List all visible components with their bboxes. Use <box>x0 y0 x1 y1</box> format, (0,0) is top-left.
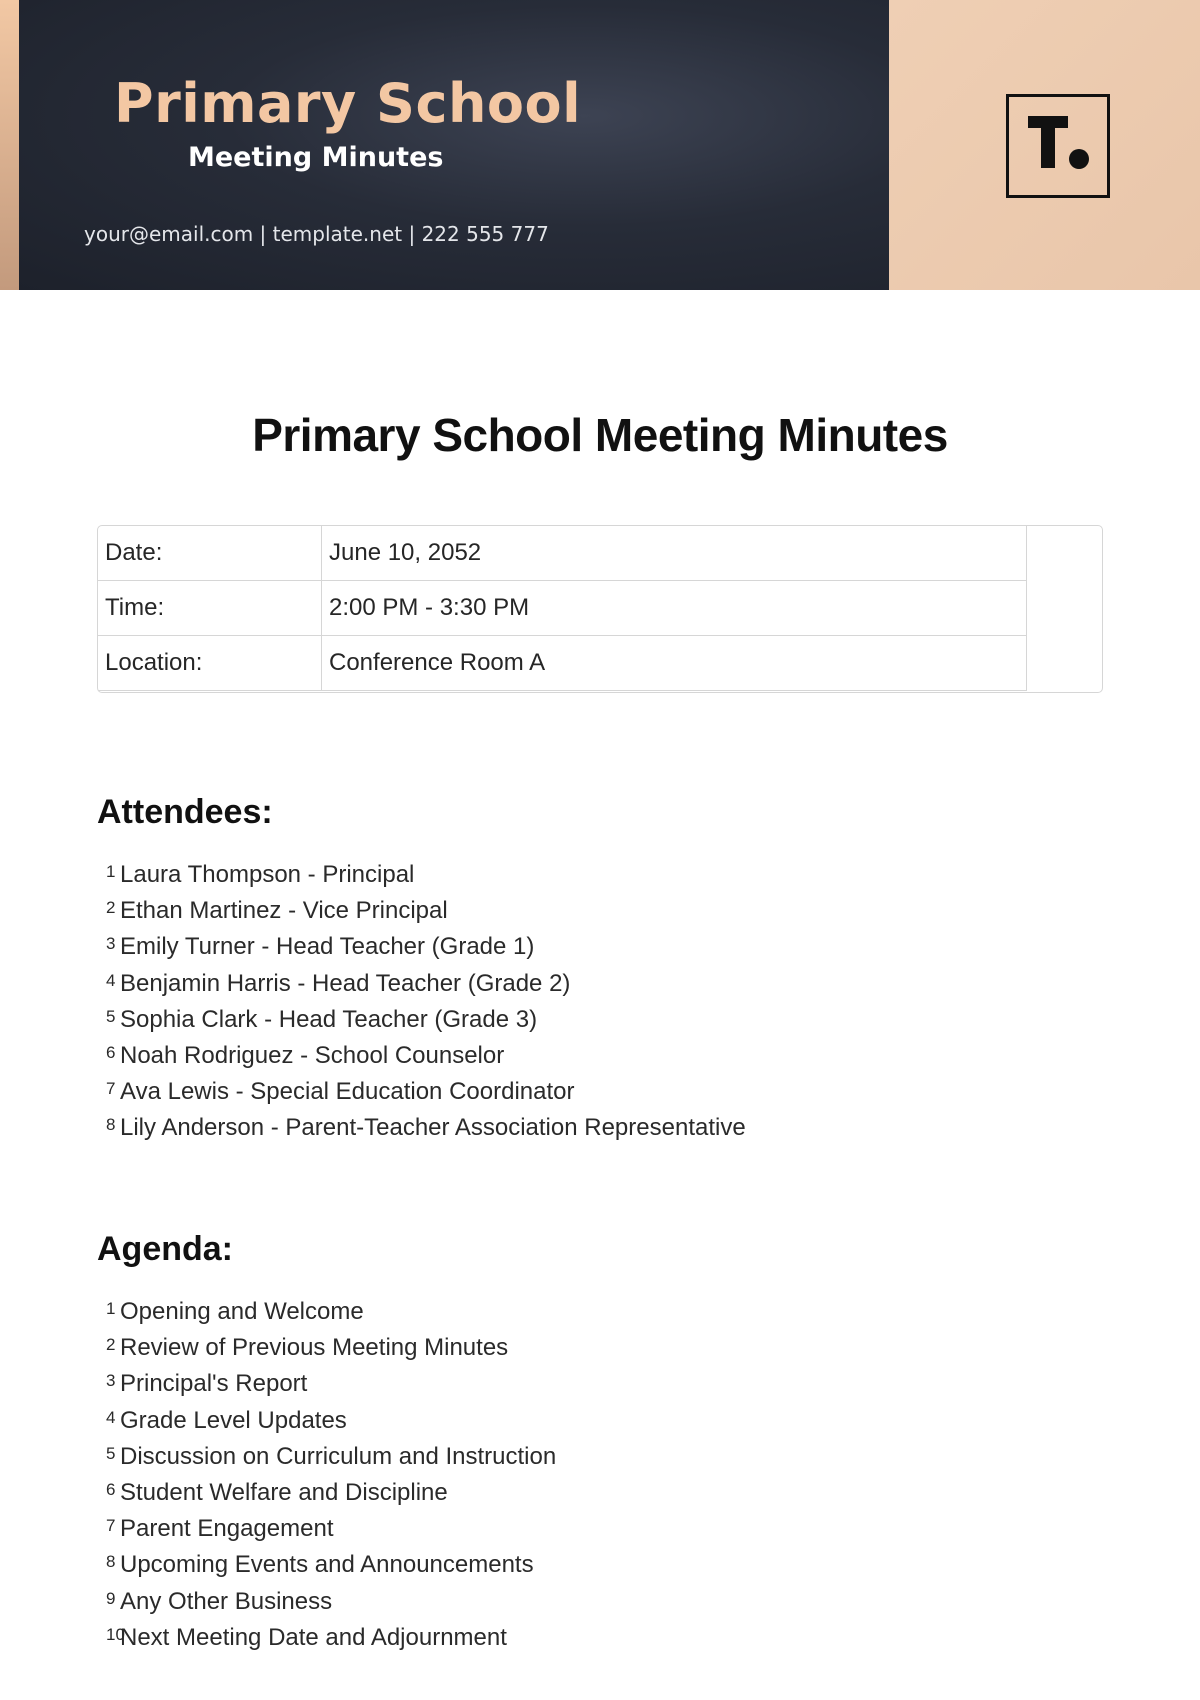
location-label: Location: <box>98 636 322 691</box>
list-item <box>106 1002 746 1038</box>
list-item-text: Opening and Welcome <box>120 1298 364 1325</box>
list-item-text: Principal's Report <box>120 1370 308 1398</box>
list-item <box>106 857 746 893</box>
logo-dot <box>1069 149 1089 169</box>
list-item <box>106 893 746 929</box>
list-item-text: Next Meeting Date and Adjournment <box>120 1623 507 1651</box>
list-item <box>106 1294 556 1330</box>
page-title: Primary School Meeting Minutes <box>252 409 948 461</box>
list-number: 3 <box>106 934 116 954</box>
list-item <box>106 1547 556 1583</box>
template-logo-icon <box>1006 94 1110 198</box>
list-item-text: Emily Turner - Head Teacher (Grade 1) <box>120 933 535 961</box>
list-item-text: Ethan Martinez - Vice Principal <box>120 897 448 925</box>
list-item-text: Laura Thompson - Principal <box>120 861 415 888</box>
list-item <box>106 929 746 965</box>
time-value: 2:00 PM - 3:30 PM <box>322 581 1027 636</box>
list-item-text: Discussion on Curriculum and Instruction <box>120 1442 557 1470</box>
list-item <box>106 1110 746 1146</box>
header-subtitle: Meeting Minutes <box>188 142 444 173</box>
list-number: 9 <box>106 1588 116 1608</box>
location-value: Conference Room A <box>322 636 1027 691</box>
list-item-text: Ava Lewis - Special Education Coordinator <box>120 1078 575 1106</box>
list-number: 2 <box>106 1335 116 1355</box>
list-item <box>106 966 746 1002</box>
list-number: 4 <box>106 970 116 990</box>
list-item <box>106 1403 556 1439</box>
list-item-text: Sophia Clark - Head Teacher (Grade 3) <box>120 1005 538 1033</box>
header-title: Primary School <box>114 72 582 135</box>
date-label: Date: <box>98 526 322 581</box>
agenda-heading: Agenda: <box>97 1230 233 1268</box>
logo-letter-t <box>1028 116 1068 172</box>
list-item-text: Parent Engagement <box>120 1515 334 1543</box>
attendees-heading: Attendees: <box>97 793 273 831</box>
list-number: 4 <box>106 1407 116 1427</box>
list-number: 3 <box>106 1371 116 1391</box>
list-number: 8 <box>106 1552 116 1572</box>
list-item-text: Grade Level Updates <box>120 1406 347 1434</box>
list-number: 10 <box>106 1624 125 1644</box>
list-number: 8 <box>106 1115 116 1135</box>
list-item <box>106 1584 556 1620</box>
list-item <box>106 1038 746 1074</box>
date-value: June 10, 2052 <box>322 526 1027 581</box>
list-item-text: Student Welfare and Discipline <box>120 1478 448 1506</box>
list-number: 6 <box>106 1042 116 1062</box>
agenda-list <box>106 1294 556 1656</box>
list-item <box>106 1511 556 1547</box>
list-item-text: Noah Rodriguez - School Counselor <box>120 1041 505 1069</box>
list-item-text: Lily Anderson - Parent-Teacher Association Representative <box>120 1114 746 1142</box>
list-number: 7 <box>106 1079 116 1099</box>
list-item-text: Review of Previous Meeting Minutes <box>120 1334 509 1362</box>
list-item <box>106 1475 556 1511</box>
list-number: 6 <box>106 1479 116 1499</box>
list-item <box>106 1074 746 1110</box>
list-number: 1 <box>106 862 116 881</box>
table-row <box>98 636 1027 691</box>
list-number: 1 <box>106 1299 116 1318</box>
list-item <box>106 1366 556 1402</box>
list-item-text: Any Other Business <box>120 1587 333 1615</box>
time-label: Time: <box>98 581 322 636</box>
list-number: 7 <box>106 1516 116 1536</box>
list-item <box>106 1439 556 1475</box>
header-accent-strip <box>0 0 19 290</box>
details-table <box>97 525 1103 693</box>
list-number: 5 <box>106 1443 116 1463</box>
list-item <box>106 1620 556 1656</box>
list-number: 5 <box>106 1006 116 1026</box>
header-dark-panel <box>19 0 889 290</box>
attendees-list <box>106 857 746 1147</box>
header-contact: your@email.com | template.net | 222 555 777 <box>84 222 549 246</box>
list-number: 2 <box>106 898 116 918</box>
list-item-text: Benjamin Harris - Head Teacher (Grade 2) <box>120 969 571 997</box>
header-banner <box>0 0 1200 290</box>
table-row <box>98 526 1027 581</box>
list-item <box>106 1330 556 1366</box>
table-row <box>98 581 1027 636</box>
list-item-text: Upcoming Events and Announcements <box>120 1551 534 1579</box>
